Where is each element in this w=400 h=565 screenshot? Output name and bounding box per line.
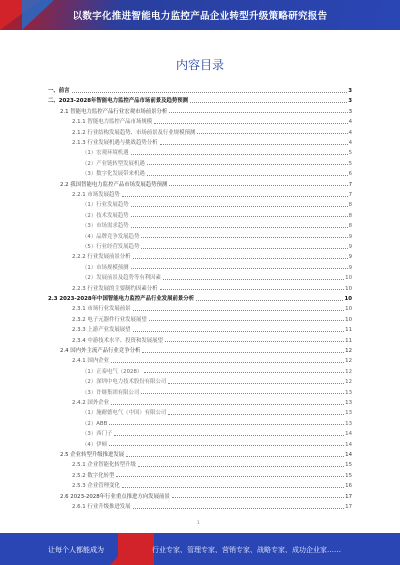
toc-entry[interactable] <box>48 97 352 104</box>
toc-entry[interactable] <box>72 461 352 468</box>
toc-leader-dots <box>133 258 348 259</box>
toc-entry[interactable] <box>82 409 352 416</box>
toc-leader-dots <box>133 310 345 311</box>
toc-entry-page: 15 <box>345 462 352 469</box>
toc-entry[interactable] <box>72 326 352 333</box>
toc-entry[interactable] <box>82 378 352 385</box>
toc-entry-page: 8 <box>348 202 352 209</box>
toc-entry[interactable] <box>82 212 352 219</box>
toc-entry[interactable] <box>82 170 352 177</box>
footer-banner <box>0 533 400 565</box>
toc-entry-title: （3）许继集团有限公司 <box>82 389 140 396</box>
toc-leader-dots <box>141 248 347 249</box>
toc-entry-page: 10 <box>345 275 352 282</box>
toc-entry-page: 13 <box>345 400 352 406</box>
toc-entry-page: 8 <box>348 223 352 230</box>
toc-entry[interactable] <box>72 472 352 479</box>
footer-slogan-right: 行业专家、管理专家、营销专家、战略专家、成功企业家…… <box>152 546 341 554</box>
toc-entry[interactable] <box>82 430 352 437</box>
toc-entry[interactable] <box>72 139 352 146</box>
toc-entry-title: 2.1.1 智能电力监控产品市场规模 <box>72 119 153 126</box>
toc-entry-title: 2.3 2023-2028年中国智能电力监控产品行业发展前景分析 <box>48 296 195 302</box>
toc-entry[interactable] <box>82 420 352 427</box>
toc-entry-title: （3）数字化发展带来机遇 <box>82 171 145 178</box>
toc-entry-page: 3 <box>348 108 352 115</box>
toc-leader-dots <box>147 164 348 165</box>
toc-entry-page: 10 <box>344 296 352 302</box>
toc-entry-title: （2）深圳中电力技术股份有限公司 <box>82 379 167 386</box>
toc-leader-dots <box>160 144 348 145</box>
toc-leader-dots <box>168 383 344 384</box>
toc-entry[interactable] <box>72 129 352 136</box>
toc-entry-page: 13 <box>345 420 352 427</box>
toc-entry-page: 10 <box>345 285 352 292</box>
toc-entry[interactable] <box>82 441 352 448</box>
toc-entry-title: 2.2.2 行业发展前景分析 <box>72 254 131 261</box>
toc-entry-title: 2.4 国内外主流产品行业竞争分析 <box>60 348 141 354</box>
toc-entry[interactable] <box>82 389 352 396</box>
toc-entry-page: 9 <box>348 244 352 250</box>
toc-leader-dots <box>131 206 348 207</box>
toc-leader-dots <box>190 102 347 103</box>
toc-entry[interactable] <box>82 274 352 281</box>
toc-leader-dots <box>142 352 344 353</box>
toc-entry-title: （1）正泰电气（2028） <box>82 368 143 375</box>
toc-entry-title: （3）西门子 <box>82 431 113 438</box>
toc-leader-dots <box>122 487 344 488</box>
toc-entry-title: （1）施耐德电气（中国）有限公司 <box>82 410 167 417</box>
report-title: 以数字化推进智能电力监控产品企业转型升级策略研究报告 <box>72 11 328 22</box>
toc-entry-page: 14 <box>345 441 352 448</box>
toc-leader-dots <box>109 424 344 425</box>
toc-entry-page: 13 <box>345 389 352 396</box>
toc-entry-title: （1）行业发展趋势 <box>82 202 129 209</box>
toc-entry[interactable] <box>82 222 352 229</box>
toc-entry-title: 2.3.4 中游技术水平、投资和发展展望 <box>72 337 163 344</box>
toc-entry-title: 2.2.3 行业发展的主要制约因素分析 <box>72 285 158 292</box>
footer-slogan-left: 让每个人都能成为 <box>48 546 104 554</box>
toc-entry-title: （2）发展前景及趋势等有利因素 <box>82 275 161 282</box>
toc-entry-page: 10 <box>345 316 352 323</box>
toc-leader-dots <box>197 133 347 134</box>
toc-entry-page: 11 <box>345 327 352 334</box>
toc-leader-dots <box>72 92 348 93</box>
toc-entry[interactable] <box>60 451 352 458</box>
toc-leader-dots <box>163 279 344 280</box>
toc-entry-page: 17 <box>345 504 352 510</box>
toc-entry-title: 2.1 智能电力监控产品行业宏观市场前景分析 <box>60 108 168 115</box>
toc-entry-page: 7 <box>348 181 352 188</box>
toc-entry-page: 6 <box>348 171 352 178</box>
toc-entry[interactable] <box>60 108 352 115</box>
toc-entry-title: 2.2.1 市场发展趋势 <box>72 192 120 198</box>
toc-entry[interactable] <box>82 160 352 167</box>
toc-entry[interactable] <box>60 181 352 188</box>
toc-entry-title: （2）ABB <box>82 420 108 427</box>
toc-entry-page: 12 <box>345 379 352 386</box>
toc-leader-dots <box>131 227 348 228</box>
toc-entry-title: （2）技术发展趋势 <box>82 212 129 219</box>
toc-entry[interactable] <box>72 482 352 489</box>
toc-entry-page: 4 <box>348 119 352 126</box>
toc-leader-dots <box>154 123 347 124</box>
toc-entry-title: 2.5 企业转型升级推进发展 <box>60 452 125 458</box>
toc-entry-page: 14 <box>345 431 352 438</box>
toc-leader-dots <box>133 331 345 332</box>
toc-entry-title: 二、2023-2028年智能电力监控产品市场前景及趋势预测 <box>48 98 189 105</box>
toc-heading: 内容目录 <box>175 58 224 72</box>
toc-leader-dots <box>149 320 344 321</box>
toc-entry[interactable] <box>72 305 352 312</box>
toc-entry-page: 12 <box>345 368 352 375</box>
toc-entry-page: 5 <box>348 160 352 167</box>
toc-leader-dots <box>116 476 344 477</box>
toc-entry-page: 12 <box>345 358 352 365</box>
toc-leader-dots <box>122 196 348 197</box>
toc-entry-title: 2.1.3 行业发展机遇与挑战趋势分析 <box>72 140 158 146</box>
page-number: 1 <box>197 520 200 525</box>
toc-entry-page: 3 <box>348 88 352 94</box>
toc-entry-title: 2.3.2 电子元器件行业发展展望 <box>72 316 147 323</box>
toc-entry-title: 2.1.2 行业结构发展趋势、市场前景及行业规模预测 <box>72 129 196 136</box>
toc-entry-page: 4 <box>348 129 352 136</box>
toc-leader-dots <box>172 497 344 498</box>
toc-entry-page: 10 <box>345 306 352 313</box>
toc-entry-title: 2.2 我国智能电力监控产品市场发展趋势预测 <box>60 181 168 188</box>
toc-entry-page: 13 <box>345 410 352 417</box>
toc-entry[interactable] <box>82 201 352 208</box>
toc-entry[interactable] <box>72 316 352 323</box>
toc-entry-page: 9 <box>348 254 352 261</box>
footer-red-block <box>118 533 154 565</box>
toc-leader-dots <box>126 456 344 457</box>
toc-entry[interactable] <box>82 233 352 240</box>
toc-leader-dots <box>141 237 347 238</box>
toc-entry-title: （1）宏观环境机遇 <box>82 150 129 157</box>
toc-entry[interactable] <box>72 118 352 125</box>
toc-entry-title: 2.5.3 企业管理变化 <box>72 483 120 490</box>
toc-leader-dots <box>109 445 344 446</box>
toc-entry-page: 5 <box>348 150 352 157</box>
toc-leader-dots <box>165 341 344 342</box>
toc-leader-dots <box>114 435 344 436</box>
toc-entry-title: （5）行业经营发展趋势 <box>82 244 140 250</box>
toc-entry[interactable] <box>82 149 352 156</box>
toc-entry[interactable] <box>60 347 352 354</box>
toc-leader-dots <box>169 112 347 113</box>
toc-entry[interactable] <box>72 285 352 292</box>
toc-entry-page: 16 <box>345 483 352 490</box>
toc-entry-title: （3）市场需求趋势 <box>82 223 129 230</box>
toc-entry[interactable] <box>48 295 352 302</box>
toc-entry[interactable] <box>82 368 352 375</box>
toc-entry[interactable] <box>72 253 352 260</box>
toc-entry[interactable] <box>72 191 352 198</box>
toc-entry[interactable] <box>82 243 352 250</box>
toc-entry[interactable] <box>82 264 352 271</box>
toc-entry-title: 2.6.1 行业升级推进发展 <box>72 504 131 510</box>
toc-entry-title: （4）伊顿 <box>82 441 107 448</box>
toc-entry-title: 一、前言 <box>48 88 70 94</box>
toc-entry[interactable] <box>60 493 352 500</box>
toc-leader-dots <box>131 268 348 269</box>
toc-entry-page: 8 <box>348 212 352 219</box>
toc-entry-title: 2.3.3 上游产业发展展望 <box>72 327 131 334</box>
toc-entry-title: （1）市场规模预测 <box>82 264 129 271</box>
toc-entry-page: 4 <box>348 140 352 146</box>
toc-entry-title: 2.6 2023-2028年行业重点推进方向发展前景 <box>60 493 170 500</box>
toc-entry[interactable] <box>72 337 352 344</box>
toc-entry-page: 9 <box>348 264 352 271</box>
toc-entry-title: （2）产业链转型发展机遇 <box>82 160 145 167</box>
toc-leader-dots <box>160 289 345 290</box>
toc-entry-title: 2.4.2 国外企业 <box>72 400 109 406</box>
header-banner <box>0 0 400 30</box>
toc-leader-dots <box>111 362 344 363</box>
toc-leader-dots <box>169 185 347 186</box>
toc-entry-page: 17 <box>345 493 352 500</box>
toc-leader-dots <box>196 300 343 301</box>
toc-leader-dots <box>131 216 348 217</box>
toc-entry-page: 14 <box>345 452 352 458</box>
toc-entry[interactable] <box>48 87 352 94</box>
toc-entry-page: 15 <box>345 472 352 479</box>
toc-leader-dots <box>131 154 348 155</box>
toc-entry[interactable] <box>72 357 352 364</box>
toc-entry[interactable] <box>72 399 352 406</box>
toc-leader-dots <box>168 414 344 415</box>
toc-leader-dots <box>111 404 344 405</box>
toc-entry-page: 3 <box>348 98 352 105</box>
toc-leader-dots <box>144 372 344 373</box>
toc-entry-title: 2.5.1 企业智能化转型升级 <box>72 462 136 469</box>
toc-leader-dots <box>138 466 344 467</box>
toc-entry[interactable] <box>72 503 352 510</box>
toc-entry-page: 11 <box>345 337 352 344</box>
toc-entry-page: 12 <box>345 348 352 354</box>
toc-entry-title: 2.5.2 数字化转型 <box>72 472 115 479</box>
toc-entry-title: （4）品牌竞争发展趋势 <box>82 233 140 240</box>
toc-entry-page: 7 <box>348 192 352 198</box>
toc-leader-dots <box>141 393 344 394</box>
toc-leader-dots <box>147 175 348 176</box>
toc-entry-title: 2.4.1 国内企业 <box>72 358 109 365</box>
toc-leader-dots <box>133 508 345 509</box>
toc-entry-title: 2.3.1 市场行业发展前景 <box>72 306 131 313</box>
toc-entry-page: 9 <box>348 233 352 240</box>
